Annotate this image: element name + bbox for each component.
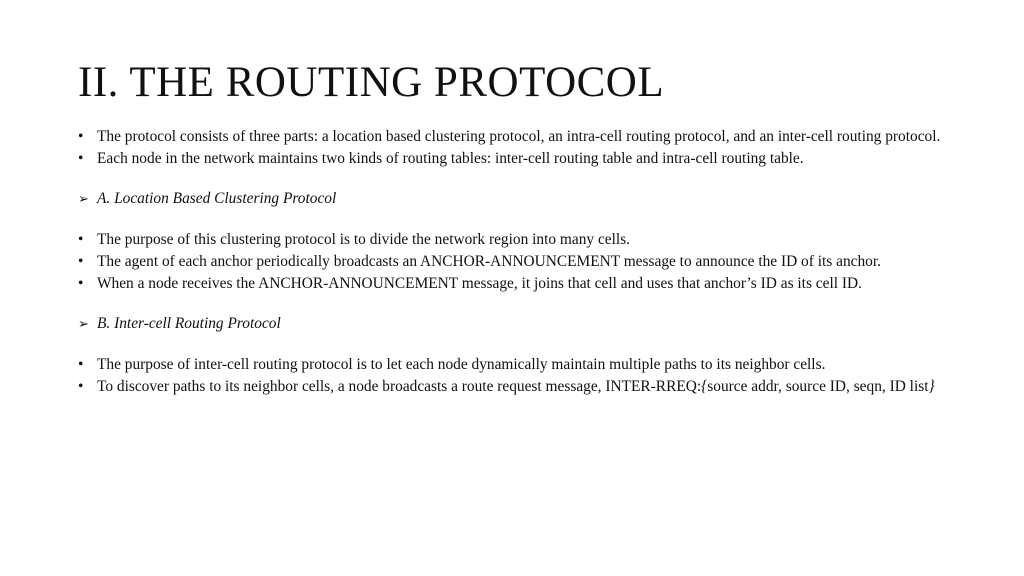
bullet-text: The agent of each anchor periodically broadcasts an ANCHOR-ANNOUNCEMENT message to announce the ID of its anchor. bbox=[97, 253, 881, 270]
bullet-text: Each node in the network maintains two kinds of routing tables: inter-cell routing table and intra-cell routing table. bbox=[97, 150, 804, 167]
rreq-prefix: To discover paths to its neighbor cells, a node broadcasts a route request message, INTER-RREQ: bbox=[97, 378, 702, 395]
rreq-close-brace: } bbox=[928, 378, 935, 395]
bullet-text: The purpose of inter-cell routing protocol is to let each node dynamically maintain multiple paths to its neighbor cells. bbox=[97, 356, 826, 373]
rreq-open-brace: { bbox=[701, 378, 708, 395]
bullet-item bbox=[78, 253, 948, 270]
rreq-body: source addr, source ID, seqn, ID list bbox=[707, 378, 929, 395]
bullet-text: The protocol consists of three parts: a location based clustering protocol, an intra-cell routing protocol, and an inter-cell routing protocol. bbox=[97, 128, 941, 145]
section-heading-text: A. Location Based Clustering Protocol bbox=[97, 190, 337, 207]
bullet-marker: • bbox=[78, 128, 84, 145]
arrow-bullet-icon: ➢ bbox=[78, 316, 89, 331]
arrow-bullet-icon: ➢ bbox=[78, 191, 89, 206]
bullet-text bbox=[97, 378, 935, 395]
bullet-item bbox=[78, 128, 948, 145]
bullet-item bbox=[78, 378, 948, 395]
section-heading-text: B. Inter-cell Routing Protocol bbox=[97, 315, 281, 332]
slide-title: II. THE ROUTING PROTOCOL bbox=[78, 59, 665, 106]
bullet-marker: • bbox=[78, 150, 84, 167]
bullet-text: The purpose of this clustering protocol is to divide the network region into many cells. bbox=[97, 231, 631, 248]
bullet-marker: • bbox=[78, 275, 84, 292]
bullet-item bbox=[78, 275, 948, 292]
slide-body bbox=[78, 128, 948, 400]
section-heading-b bbox=[78, 315, 948, 332]
bullet-item bbox=[78, 231, 948, 248]
bullet-marker: • bbox=[78, 356, 84, 373]
section-heading-a bbox=[78, 190, 948, 207]
bullet-marker: • bbox=[78, 253, 84, 270]
bullet-marker: • bbox=[78, 378, 84, 395]
bullet-item bbox=[78, 356, 948, 373]
bullet-text: When a node receives the ANCHOR-ANNOUNCEMENT message, it joins that cell and uses that anchor’s ID as its cell ID. bbox=[97, 275, 862, 292]
bullet-item bbox=[78, 150, 948, 167]
bullet-marker: • bbox=[78, 231, 84, 248]
